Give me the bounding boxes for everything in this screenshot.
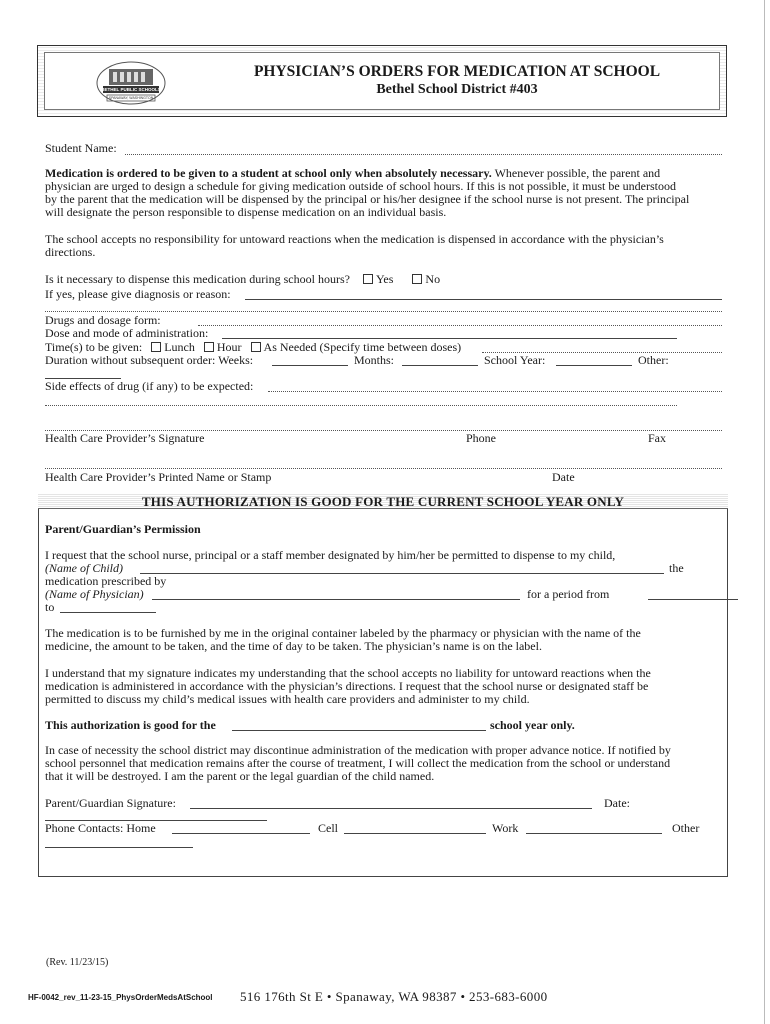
- side-effects-field[interactable]: [268, 391, 722, 392]
- understand-paragraph: [45, 667, 651, 706]
- form-id: HF-0042_rev_11-23-15_PhysOrderMedsAtSchool: [28, 993, 213, 1002]
- revision-date: (Rev. 11/23/15): [46, 957, 109, 968]
- parent-date-label: Date:: [604, 796, 630, 810]
- lunch-checkbox[interactable]: [151, 342, 161, 352]
- understand-line3: permitted to discuss my child’s medical issues with health care providers and administer to my child.: [45, 692, 530, 706]
- necessity-paragraph: [45, 744, 671, 783]
- yes-label: Yes: [375, 272, 394, 286]
- scan-edge: [764, 0, 765, 1024]
- home-phone-field[interactable]: [172, 833, 310, 834]
- school-year-field[interactable]: [556, 365, 632, 366]
- side-effects-label: Side effects of drug (if any) to be expected:: [45, 379, 254, 393]
- school-year-label: School Year:: [484, 353, 546, 367]
- necessity-line3: that it will be destroyed. I am the parent or the legal guardian of the child named.: [45, 769, 435, 783]
- duration-label: Duration without subsequent order: Weeks:: [45, 353, 254, 367]
- intro-line3: by the parent that the medication will be dispensed by the principal or his/her designee if the school nurse is not present. The principal: [45, 192, 690, 206]
- school-year-authorization-field[interactable]: [232, 730, 486, 731]
- yes-checkbox[interactable]: [363, 274, 373, 284]
- responsibility-line1: The school accepts no responsibility for untoward reactions when the medication is dispensed in accordance with the physician’s: [45, 232, 664, 246]
- hour-checkbox[interactable]: [204, 342, 214, 352]
- to-label: to: [45, 600, 55, 614]
- other-phone-field[interactable]: [45, 847, 193, 848]
- parent-signature-label: Parent/Guardian Signature:: [45, 796, 176, 810]
- good-for-label: This authorization is good for the: [45, 718, 216, 732]
- logo-text: BETHEL PUBLIC SCHOOLS: [101, 87, 161, 92]
- necessary-label: Is it necessary to dispense this medication during school hours?: [45, 272, 350, 286]
- as-needed-checkbox[interactable]: [251, 342, 261, 352]
- prescribed-by-label: medication prescribed by: [45, 574, 167, 588]
- provider-name-field[interactable]: [45, 468, 722, 469]
- drugs-label: Drugs and dosage form:: [45, 313, 161, 327]
- as-needed-label: As Needed (Specify time between doses): [263, 340, 462, 354]
- period-from-field[interactable]: [648, 599, 738, 600]
- intro-line1: Whenever possible, the parent and: [491, 166, 661, 180]
- furnished-line2: medicine, the amount to be taken, and the time of day to be taken. The physician’s name is on the label.: [45, 639, 542, 653]
- drugs-field[interactable]: [198, 325, 722, 326]
- intro-paragraph: [45, 167, 735, 219]
- furnished-paragraph: [45, 627, 641, 653]
- request-text: I request that the school nurse, principal or a staff member designated by him/her be permitted to dispense to my child,: [45, 548, 616, 562]
- understand-line1: I understand that my signature indicates my understanding that the school accepts no liability for untoward reactions when the: [45, 666, 651, 680]
- diagnosis-field[interactable]: [245, 299, 722, 300]
- cell-phone-field[interactable]: [344, 833, 486, 834]
- intro-bold: Medication is ordered to be given to a student at school only when absolutely necessary.: [45, 166, 492, 180]
- side-effects-field-2[interactable]: [45, 405, 677, 406]
- for-period-label: for a period from: [527, 587, 610, 601]
- provider-name-label: Health Care Provider’s Printed Name or Stamp: [45, 470, 272, 484]
- district-address: 516 176th St E • Spanaway, WA 98387 • 253-683-6000: [240, 989, 548, 1004]
- form-header: [37, 45, 727, 117]
- no-label: No: [425, 272, 441, 286]
- parent-signature-field[interactable]: [190, 808, 592, 809]
- months-field[interactable]: [402, 365, 478, 366]
- necessity-line2: school personnel that medication remains after the course of treatment, I will collect the medication from the school or understand: [45, 756, 671, 770]
- months-label: Months:: [354, 353, 395, 367]
- understand-line2: medication is administered in accordance with the physician’s directions. I request that the school nurse or designated staff be: [45, 679, 649, 693]
- work-label: Work: [492, 821, 519, 835]
- authorization-banner: THIS AUTHORIZATION IS GOOD FOR THE CURRENT SCHOOL YEAR ONLY: [141, 494, 625, 509]
- intro-line4: will designate the person responsible to dispense medication on an individual basis.: [45, 205, 447, 219]
- dose-field[interactable]: [222, 338, 677, 339]
- form-subtitle: Bethel School District #403: [376, 82, 538, 97]
- dose-label: Dose and mode of administration:: [45, 326, 209, 340]
- fax-label: Fax: [648, 431, 666, 445]
- lunch-label: Lunch: [164, 340, 195, 354]
- separator-line: [45, 311, 722, 312]
- intro-line2: physician are urged to design a schedule for giving medication outside of school hours. If this is not possible, it must be understood: [45, 179, 677, 193]
- hour-label: Hour: [216, 340, 242, 354]
- weeks-field[interactable]: [272, 365, 348, 366]
- times-label: Time(s) to be given:: [45, 340, 143, 354]
- student-name-label: Student Name:: [45, 141, 117, 155]
- phone-label: Phone: [466, 431, 496, 445]
- diagnosis-label: If yes, please give diagnosis or reason:: [45, 287, 231, 301]
- work-phone-field[interactable]: [526, 833, 662, 834]
- physician-name-field[interactable]: [152, 599, 520, 600]
- form-title: PHYSICIAN’S ORDERS FOR MEDICATION AT SCHOOL: [253, 63, 661, 80]
- other-phone-label: Other: [672, 821, 700, 835]
- period-to-field[interactable]: [60, 612, 156, 613]
- other-label: Other:: [638, 353, 669, 367]
- provider-signature-label: Health Care Provider’s Signature: [45, 431, 205, 445]
- child-name-field[interactable]: [140, 573, 664, 574]
- home-phone-label: Phone Contacts: Home: [45, 821, 156, 835]
- logo-subtext: SPANAWAY, WASHINGTON: [108, 96, 154, 100]
- the-label: the: [669, 561, 684, 575]
- furnished-line1: The medication is to be furnished by me in the original container labeled by the pharmacy or physician with the name of the: [45, 626, 641, 640]
- student-name-field[interactable]: [125, 154, 722, 155]
- responsibility-paragraph: [45, 233, 735, 259]
- cell-label: Cell: [318, 821, 338, 835]
- name-of-physician-label: (Name of Physician): [45, 587, 144, 601]
- responsibility-line2: directions.: [45, 245, 96, 259]
- name-of-child-label: (Name of Child): [45, 561, 123, 575]
- no-checkbox[interactable]: [412, 274, 422, 284]
- school-year-only-label: school year only.: [490, 718, 575, 732]
- necessary-question: [45, 273, 440, 286]
- permission-title: Parent/Guardian’s Permission: [45, 522, 201, 536]
- date-label: Date: [552, 470, 575, 484]
- form-header-inner: [44, 52, 720, 110]
- necessity-line1: In case of necessity the school district may discontinue administration of the medication with proper advance notice. If notified by: [45, 743, 671, 757]
